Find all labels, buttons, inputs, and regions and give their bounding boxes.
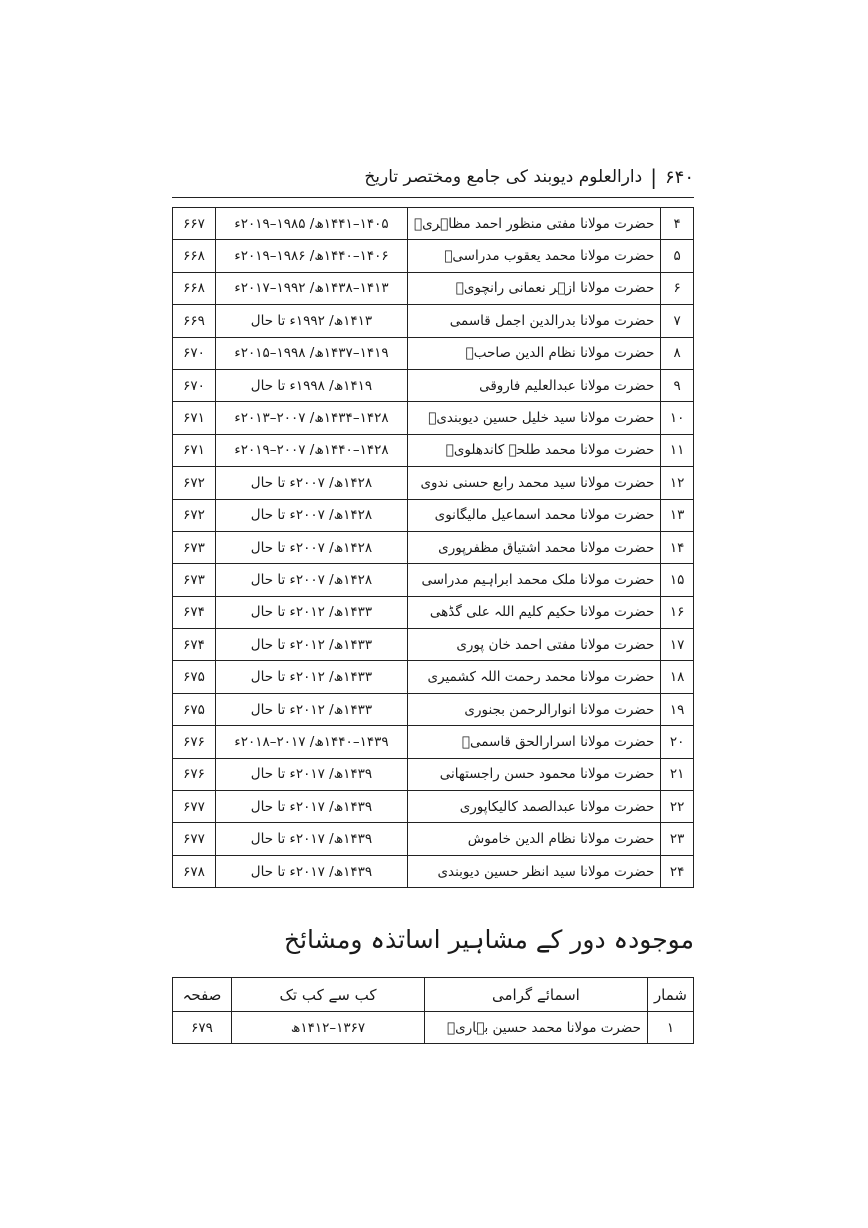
table-row	[173, 369, 694, 401]
page-number: ۶۴۰	[664, 166, 694, 188]
page-cell: ۶۷۰	[173, 369, 216, 401]
table-row	[173, 467, 694, 499]
name-cell: حضرت مولانا سید محمد رابع حسنی ندوی	[408, 467, 661, 499]
table-row	[173, 661, 694, 693]
name-cell: حضرت مولانا محمد اشتیاق مظفرپوری	[408, 531, 661, 563]
period-cell: ۱۴۳۹ھ/ ۲۰۱۷ء تا حال	[215, 758, 407, 790]
serial-cell: ۴	[661, 208, 694, 240]
serial-cell: ۱۵	[661, 564, 694, 596]
serial-cell: ۵	[661, 240, 694, 272]
serial-cell: ۱۴	[661, 531, 694, 563]
serial-cell: ۱۰	[661, 402, 694, 434]
teachers-table-body	[173, 1012, 694, 1044]
period-cell: ۱۴۲۸–۱۴۴۰ھ/ ۲۰۰۷–۲۰۱۹ء	[215, 434, 407, 466]
period-cell: ۱۴۲۸ھ/ ۲۰۰۷ء تا حال	[215, 499, 407, 531]
name-cell: حضرت مولانا نظام الدین خاموش	[408, 823, 661, 855]
name-cell: حضرت مولانا سید انظر حسین دیوبندی	[408, 855, 661, 887]
serial-cell: ۲۰	[661, 726, 694, 758]
section-heading: موجودہ دور کے مشاہیر اساتذہ ومشائخ	[283, 925, 694, 954]
period-cell: ۱۴۳۹–۱۴۴۰ھ/ ۲۰۱۷–۲۰۱۸ء	[215, 726, 407, 758]
table-row	[173, 693, 694, 725]
page-cell: ۶۷۳	[173, 564, 216, 596]
name-cell: حضرت مولانا مفتی احمد خان پوری	[408, 629, 661, 661]
serial-cell: ۱۷	[661, 629, 694, 661]
page-cell: ۶۷۷	[173, 823, 216, 855]
serial-cell: ۱۱	[661, 434, 694, 466]
serial-cell: ۱۳	[661, 499, 694, 531]
name-cell: حضرت مولانا انوارالرحمن بجنوری	[408, 693, 661, 725]
page-header	[172, 160, 694, 194]
table-row	[173, 629, 694, 661]
period-cell: ۱۴۲۸ھ/ ۲۰۰۷ء تا حال	[215, 531, 407, 563]
serial-cell: ۲۳	[661, 823, 694, 855]
period-cell: ۱۴۳۳ھ/ ۲۰۱۲ء تا حال	[215, 661, 407, 693]
page-cell: ۶۷۹	[173, 1012, 232, 1044]
header-page: صفحہ	[173, 978, 232, 1012]
page-cell: ۶۷۴	[173, 596, 216, 628]
table-row	[173, 531, 694, 563]
serial-cell: ۱۹	[661, 693, 694, 725]
governing-council-table	[172, 207, 694, 888]
table-row	[173, 402, 694, 434]
serial-cell: ۷	[661, 305, 694, 337]
page-cell: ۶۷۶	[173, 726, 216, 758]
period-cell: ۱۴۱۳ھ/ ۱۹۹۲ء تا حال	[215, 305, 407, 337]
governing-council-table-body	[173, 208, 694, 888]
period-cell: ۱۴۱۹–۱۴۳۷ھ/ ۱۹۹۸–۲۰۱۵ء	[215, 337, 407, 369]
name-cell: حضرت مولانا مفتی منظور احمد مظاہریؒ	[408, 208, 661, 240]
period-cell: ۱۴۳۳ھ/ ۲۰۱۲ء تا حال	[215, 629, 407, 661]
page-cell: ۶۷۱	[173, 434, 216, 466]
name-cell: حضرت مولانا نظام الدین صاحبؒ	[408, 337, 661, 369]
name-cell: حضرت مولانا عبدالصمد کالیکاپوری	[408, 791, 661, 823]
page-cell: ۶۷۲	[173, 467, 216, 499]
page-cell: ۶۶۸	[173, 240, 216, 272]
serial-cell: ۸	[661, 337, 694, 369]
header-name: اسمائے گرامی	[424, 978, 647, 1012]
header-separator: |	[650, 165, 657, 189]
table-row	[173, 726, 694, 758]
name-cell: حضرت مولانا محمد طلحہ کاندھلویؒ	[408, 434, 661, 466]
name-cell: حضرت مولانا محمد حسین بہاریؒ	[424, 1012, 647, 1044]
table-row	[173, 791, 694, 823]
table-row	[173, 272, 694, 304]
table-row	[173, 434, 694, 466]
serial-cell: ۱۲	[661, 467, 694, 499]
table-row	[173, 855, 694, 887]
period-cell: ۱۴۳۹ھ/ ۲۰۱۷ء تا حال	[215, 855, 407, 887]
serial-cell: ۲۴	[661, 855, 694, 887]
period-cell: ۱۳۶۷–۱۴۱۲ھ	[232, 1012, 425, 1044]
name-cell: حضرت مولانا محمد اسماعیل مالیگانوی	[408, 499, 661, 531]
book-title: دارالعلوم دیوبند کی جامع ومختصر تاریخ	[364, 167, 643, 187]
period-cell: ۱۴۲۸–۱۴۳۴ھ/ ۲۰۰۷–۲۰۱۳ء	[215, 402, 407, 434]
name-cell: حضرت مولانا عبدالعلیم فاروقی	[408, 369, 661, 401]
page-cell: ۶۶۹	[173, 305, 216, 337]
table-row	[173, 337, 694, 369]
serial-cell: ۲۱	[661, 758, 694, 790]
header-period: کب سے کب تک	[232, 978, 425, 1012]
period-cell: ۱۴۳۹ھ/ ۲۰۱۷ء تا حال	[215, 791, 407, 823]
name-cell: حضرت مولانا محمد یعقوب مدراسیؒ	[408, 240, 661, 272]
period-cell: ۱۴۳۳ھ/ ۲۰۱۲ء تا حال	[215, 693, 407, 725]
serial-cell: ۶	[661, 272, 694, 304]
period-cell: ۱۴۲۸ھ/ ۲۰۰۷ء تا حال	[215, 564, 407, 596]
serial-cell: ۱	[647, 1012, 693, 1044]
header-rule	[172, 197, 694, 198]
page-cell: ۶۷۵	[173, 661, 216, 693]
teachers-table-header-row	[173, 978, 694, 1012]
table-row	[173, 823, 694, 855]
table-row	[173, 499, 694, 531]
period-cell: ۱۴۱۳–۱۴۳۸ھ/ ۱۹۹۲–۲۰۱۷ء	[215, 272, 407, 304]
name-cell: حضرت مولانا ازہر نعمانی رانچویؒ	[408, 272, 661, 304]
period-cell: ۱۴۰۶–۱۴۴۰ھ/ ۱۹۸۶–۲۰۱۹ء	[215, 240, 407, 272]
period-cell: ۱۴۲۸ھ/ ۲۰۰۷ء تا حال	[215, 467, 407, 499]
page-cell: ۶۶۷	[173, 208, 216, 240]
page-cell: ۶۷۰	[173, 337, 216, 369]
table-row	[173, 305, 694, 337]
page-cell: ۶۷۵	[173, 693, 216, 725]
table-row	[173, 564, 694, 596]
name-cell: حضرت مولانا اسرارالحق قاسمیؒ	[408, 726, 661, 758]
name-cell: حضرت مولانا حکیم کلیم اللہ علی گڈھی	[408, 596, 661, 628]
period-cell: ۱۴۳۳ھ/ ۲۰۱۲ء تا حال	[215, 596, 407, 628]
header-serial: شمار	[647, 978, 693, 1012]
table-row	[173, 1012, 694, 1044]
name-cell: حضرت مولانا سید خلیل حسین دیوبندیؒ	[408, 402, 661, 434]
page-cell: ۶۶۸	[173, 272, 216, 304]
teachers-table	[172, 977, 694, 1044]
table-row	[173, 240, 694, 272]
table-row	[173, 596, 694, 628]
period-cell: ۱۴۰۵–۱۴۴۱ھ/ ۱۹۸۵–۲۰۱۹ء	[215, 208, 407, 240]
page-cell: ۶۷۷	[173, 791, 216, 823]
table-row	[173, 758, 694, 790]
page-cell: ۶۷۴	[173, 629, 216, 661]
serial-cell: ۱۶	[661, 596, 694, 628]
serial-cell: ۹	[661, 369, 694, 401]
serial-cell: ۱۸	[661, 661, 694, 693]
page-cell: ۶۷۳	[173, 531, 216, 563]
page-cell: ۶۷۲	[173, 499, 216, 531]
page-cell: ۶۷۶	[173, 758, 216, 790]
period-cell: ۱۴۳۹ھ/ ۲۰۱۷ء تا حال	[215, 823, 407, 855]
name-cell: حضرت مولانا ملک محمد ابراہیم مدراسی	[408, 564, 661, 596]
page-cell: ۶۷۸	[173, 855, 216, 887]
serial-cell: ۲۲	[661, 791, 694, 823]
name-cell: حضرت مولانا محمود حسن راجستھانی	[408, 758, 661, 790]
page-cell: ۶۷۱	[173, 402, 216, 434]
name-cell: حضرت مولانا محمد رحمت اللہ کشمیری	[408, 661, 661, 693]
name-cell: حضرت مولانا بدرالدین اجمل قاسمی	[408, 305, 661, 337]
period-cell: ۱۴۱۹ھ/ ۱۹۹۸ء تا حال	[215, 369, 407, 401]
table-row	[173, 208, 694, 240]
